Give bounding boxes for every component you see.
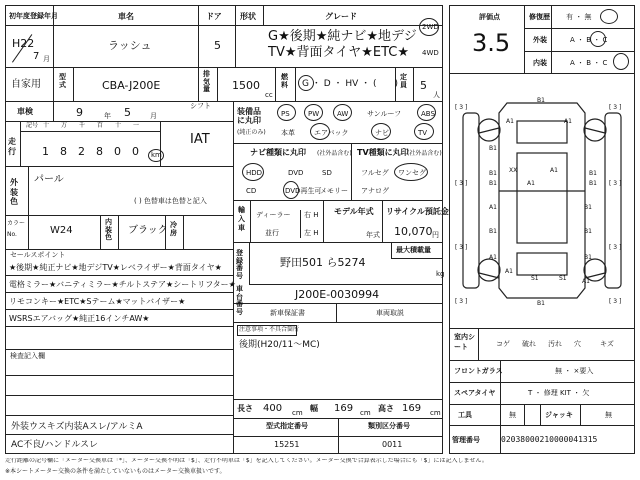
windshield-label: フロントガラス — [454, 367, 503, 375]
navi-option: DVD — [288, 169, 304, 177]
navi-circle — [283, 181, 299, 199]
footer-line-1: 走行距離の記号欄に「メーター交換車は「*」、メーター交換不明は「$」、走行不明車は「$」を記入してください。メーター交換で合算表示した場合にも「$」には記入しません。 — [5, 458, 488, 464]
svg-text:[ 3 ]: [ 3 ] — [609, 180, 622, 187]
interior-circle — [613, 53, 629, 70]
jack-value: 無 — [605, 411, 612, 419]
sales-points-label: セールスポイント — [10, 251, 66, 259]
repair-option: 有 ・ 無 — [566, 13, 592, 21]
svg-text:[ 3 ]: [ 3 ] — [455, 104, 468, 111]
equipment-circle — [417, 104, 436, 121]
diagram-label: A1 — [505, 268, 513, 275]
repair-label: 修復歴 — [529, 13, 550, 21]
width-unit: cm — [360, 409, 371, 417]
inspection-month: 5 — [124, 106, 131, 119]
navi-option: SD — [322, 169, 332, 177]
mileage-digit: 8 — [96, 145, 103, 158]
spare-tire-option: T ・ 修理 KIT ・ 欠 — [528, 389, 590, 397]
shift-value: IAT — [190, 132, 210, 147]
diagram-label: B1 — [584, 204, 592, 211]
model-year-unit: 年式 — [366, 231, 380, 239]
length-unit: cm — [292, 409, 303, 417]
sales-point-line: WSRSエアバッグ★純正16インチAW★ — [9, 314, 150, 323]
equipment-circle — [310, 123, 330, 140]
diagram-label: B1 — [589, 180, 597, 187]
notes-label: 注意事項・不具合箇所 — [239, 326, 300, 333]
exterior-circle — [590, 31, 606, 47]
import-left: 左 H — [304, 229, 319, 237]
mileage-digit: 8 — [60, 145, 67, 158]
mileage-note-label: 記号 — [26, 122, 39, 129]
mileage-digit-header: 万 — [61, 122, 68, 129]
tv-label: TV種類に丸印 — [357, 148, 409, 157]
exterior-option: A ・ B ・ C — [570, 36, 608, 44]
navi-option: HDD — [246, 169, 263, 177]
notes-text: 後期(H20/11〜MC) — [239, 340, 320, 350]
tv-option: ワンセグ — [398, 169, 426, 177]
height-value: 169 — [402, 403, 422, 414]
navi-option: メモリー — [320, 187, 348, 195]
equipment-circle — [371, 123, 391, 140]
chassis-number: J200E-0030994 — [295, 288, 380, 301]
recycle-deposit-label: リサイクル預託金 — [386, 207, 449, 216]
equipment-item: TV — [418, 129, 428, 137]
inspector-line-2: AC不良/ハンドルスレ — [11, 440, 99, 450]
grade-label: グレード — [325, 12, 357, 21]
cc-unit: cc — [265, 91, 273, 99]
capacity-value: 5 — [420, 79, 427, 92]
category-label: 類別区分番号 — [368, 422, 410, 430]
mileage-label: 走行 — [8, 137, 16, 156]
interior-color-value: ブラック — [128, 225, 168, 236]
import-parallel: 並行 — [265, 229, 279, 237]
certified-value: 15251 — [274, 440, 300, 449]
tv-sub: (社外品含む) — [407, 150, 442, 157]
exterior-value: パール — [34, 174, 64, 185]
max-load-unit: kg — [436, 270, 445, 278]
diagram-label: B1 — [584, 228, 592, 235]
navi-label: ナビ種類に丸印 — [250, 148, 306, 157]
fuel-options: G ・ D ・ HV ・ ( ) — [302, 79, 399, 89]
diagram-label: S1 — [559, 275, 567, 282]
tv-circle — [394, 163, 428, 181]
svg-text:[ 3 ]: [ 3 ] — [455, 298, 468, 305]
equipment-item: エアバック — [314, 129, 349, 137]
height-unit: cm — [430, 409, 441, 417]
fuel-label: 燃料 — [281, 73, 288, 89]
mileage-digit: 1 — [42, 145, 49, 158]
sales-point-line: 電格ミラー★バニティミラー★チルトステア★シートリフター★ — [9, 280, 236, 289]
tools-value: 無 — [509, 411, 516, 419]
registration-label: 登録番号 — [236, 249, 243, 281]
footer-line-2: ※本シートメーター交換の条件を満たしていないものはメーター交換車扱いです。 — [5, 468, 226, 475]
max-load-label: 最大積載量 — [396, 246, 431, 254]
repair-circle — [600, 9, 618, 24]
diagram-label: XX — [509, 167, 518, 174]
drive-2wd: 2WD — [422, 23, 439, 31]
inspection-year-unit: 年 — [104, 112, 111, 120]
diagram-label: A1 — [550, 167, 558, 174]
equipment-item: ABS — [421, 110, 435, 118]
tv-option: アナログ — [361, 187, 389, 195]
seat-option: キズ — [600, 340, 614, 348]
equipment-sub: (純正のみ) — [237, 129, 266, 136]
shape-label: 形状 — [240, 12, 256, 21]
diagram-label: B1 — [489, 228, 497, 235]
diagram-label: B1 — [584, 254, 592, 261]
recycle-deposit-value: 10,070 — [394, 225, 433, 238]
capacity-unit: 人 — [433, 91, 440, 99]
grade-line-2: TV★背面タイヤ★ETC★ — [268, 45, 410, 60]
diagram-label: B1 — [489, 170, 497, 177]
displacement-value: 1500 — [232, 79, 260, 92]
rating-interior-label: 内装 — [533, 59, 547, 67]
length-value: 400 — [263, 403, 283, 414]
mileage-digit-header: 百 — [97, 122, 104, 129]
diagram-label: B1 — [537, 300, 545, 307]
equipment-item: AW — [337, 110, 349, 118]
equipment-label: 装備品に丸印 — [237, 107, 261, 125]
svg-text:[ 3 ]: [ 3 ] — [455, 244, 468, 251]
color-code-label: カラー No. — [7, 220, 26, 238]
drive-4wd: 4WD — [422, 49, 439, 57]
model-value: CBA-J200E — [102, 79, 161, 92]
seat-option: 穴 — [574, 340, 581, 348]
svg-text:[ 3 ]: [ 3 ] — [609, 244, 622, 251]
diagram-label: S1 — [531, 275, 539, 282]
width-value: 169 — [334, 403, 354, 414]
recycle-deposit-yen: 円 — [432, 231, 439, 239]
diagram-label: A1 — [489, 204, 497, 211]
displacement-label: 排気量 — [203, 70, 210, 94]
category-value: 0011 — [382, 440, 403, 449]
name-label: 車名 — [118, 12, 134, 21]
manual-label: 車両取説 — [376, 309, 404, 317]
equipment-circle — [304, 104, 323, 121]
equipment-item: サンルーフ — [367, 110, 402, 118]
equipment-circle — [333, 104, 352, 121]
navi-option: DVD再生可 — [285, 187, 322, 195]
mileage-digit-header: 一 — [133, 122, 140, 129]
shift-label: シフト — [190, 102, 211, 110]
reg-year-value: H22 — [12, 37, 35, 50]
rating-exterior-label: 外装 — [533, 36, 547, 44]
interior-option: A ・ B ・ C — [570, 59, 608, 67]
width-label: 幅 — [310, 404, 318, 413]
mileage-digit: 0 — [114, 145, 121, 158]
navi-circle — [242, 163, 264, 181]
warranty-label: 新車保証書 — [270, 309, 305, 317]
diagram-label: B1 — [537, 97, 545, 104]
equipment-circle — [277, 104, 296, 121]
usage: 自家用 — [11, 79, 41, 90]
diagram-label: A1 — [527, 180, 535, 187]
equipment-item: PW — [308, 110, 320, 118]
seat-label: 室内シート — [454, 333, 475, 351]
jack-label: ジャッキ — [545, 411, 573, 419]
mileage-digit-header: 十 — [115, 122, 122, 129]
exterior-label: 外装色 — [10, 178, 18, 207]
plate-number: 野田501 ら5274 — [280, 256, 366, 269]
certified-label: 型式指定番号 — [266, 422, 308, 430]
import-right: 右 H — [304, 211, 319, 219]
management-label: 管理番号 — [452, 436, 480, 444]
inspection-year: 9 — [76, 106, 83, 119]
inspection-label: 車検 — [17, 107, 33, 116]
equipment-item: 本革 — [281, 129, 295, 137]
equipment-item: ナビ — [375, 129, 389, 137]
interior-color-label: 内装色 — [105, 218, 112, 242]
recycle-label: 冷房 — [170, 221, 177, 237]
score-value: 3.5 — [472, 29, 511, 57]
diagram-label: A1 — [506, 118, 514, 125]
diagram-label: B1 — [489, 145, 497, 152]
color-code-value: W24 — [50, 225, 73, 236]
equipment-circle — [414, 123, 434, 140]
navi-option: CD — [246, 187, 257, 195]
mileage-digit-header: 十 — [43, 122, 50, 129]
diagram-label: A1 — [489, 254, 497, 261]
tools-label: 工具 — [458, 411, 472, 419]
score-label: 評価点 — [479, 13, 500, 21]
mileage-digit-header: 千 — [79, 122, 86, 129]
svg-text:[ 3 ]: [ 3 ] — [609, 298, 622, 305]
inspection-month-unit: 月 — [150, 112, 157, 120]
model-label: 型式 — [59, 73, 66, 89]
door-label: ドア — [206, 12, 222, 21]
mileage-digit: 2 — [78, 145, 85, 158]
length-label: 長さ — [237, 404, 253, 413]
km-unit: km — [151, 151, 162, 159]
tv-option: フルセグ — [361, 169, 389, 177]
capacity-label: 定員 — [400, 73, 407, 89]
import-label: 輸入車 — [238, 206, 245, 233]
diagram-label: A1 — [582, 278, 590, 285]
sales-point-line: リモコンキー★ETC★Sテーム★マットバイザー★ — [9, 297, 186, 306]
car-name: ラッシュ — [108, 39, 152, 52]
seat-option: 汚れ — [548, 340, 562, 348]
reg-month-value: 7 — [33, 51, 40, 62]
import-dealer: ディーラー — [256, 211, 291, 219]
fuel-circle — [298, 75, 314, 91]
svg-text:[ 3 ]: [ 3 ] — [609, 104, 622, 111]
seat-option: コゲ — [496, 340, 510, 348]
height-label: 高さ — [378, 404, 394, 413]
reg-month-unit: 月 — [43, 55, 50, 63]
chassis-label: 車台番号 — [236, 285, 243, 317]
seat-option: 破れ — [522, 340, 536, 348]
exterior-note: ( ) 色替車は色替と記入 — [134, 197, 207, 205]
mileage-digit: 0 — [132, 145, 139, 158]
svg-text:[ 3 ]: [ 3 ] — [455, 180, 468, 187]
inspector-line-1: 外装ウスキズ内装Aスレ/アルミA — [11, 422, 143, 432]
inspector-label: 検査記入欄 — [10, 352, 45, 360]
diagram-label: A1 — [564, 118, 572, 125]
equipment-item: PS — [281, 110, 290, 118]
windshield-option: 無 ・ ×要入 — [555, 367, 594, 375]
management-number: 02038000210000041315 — [501, 435, 598, 444]
door-value: 5 — [214, 39, 221, 52]
grade-line-1: G★後期★純ナビ★地デジ — [268, 29, 417, 44]
diagram-label: B1 — [489, 180, 497, 187]
car-damage-diagram — [449, 73, 635, 328]
diagram-label: B1 — [589, 170, 597, 177]
sales-point-line: ★後期★純正ナビ★地デジTV★レベライザー★背面タイヤ★ — [9, 263, 222, 272]
model-year-label: モデル年式 — [334, 207, 374, 216]
reg-year-label: 初年度登録年月 — [9, 12, 58, 20]
navi-sub: (社外品含む) — [317, 150, 352, 157]
spare-tire-label: スペアタイヤ — [454, 389, 496, 397]
